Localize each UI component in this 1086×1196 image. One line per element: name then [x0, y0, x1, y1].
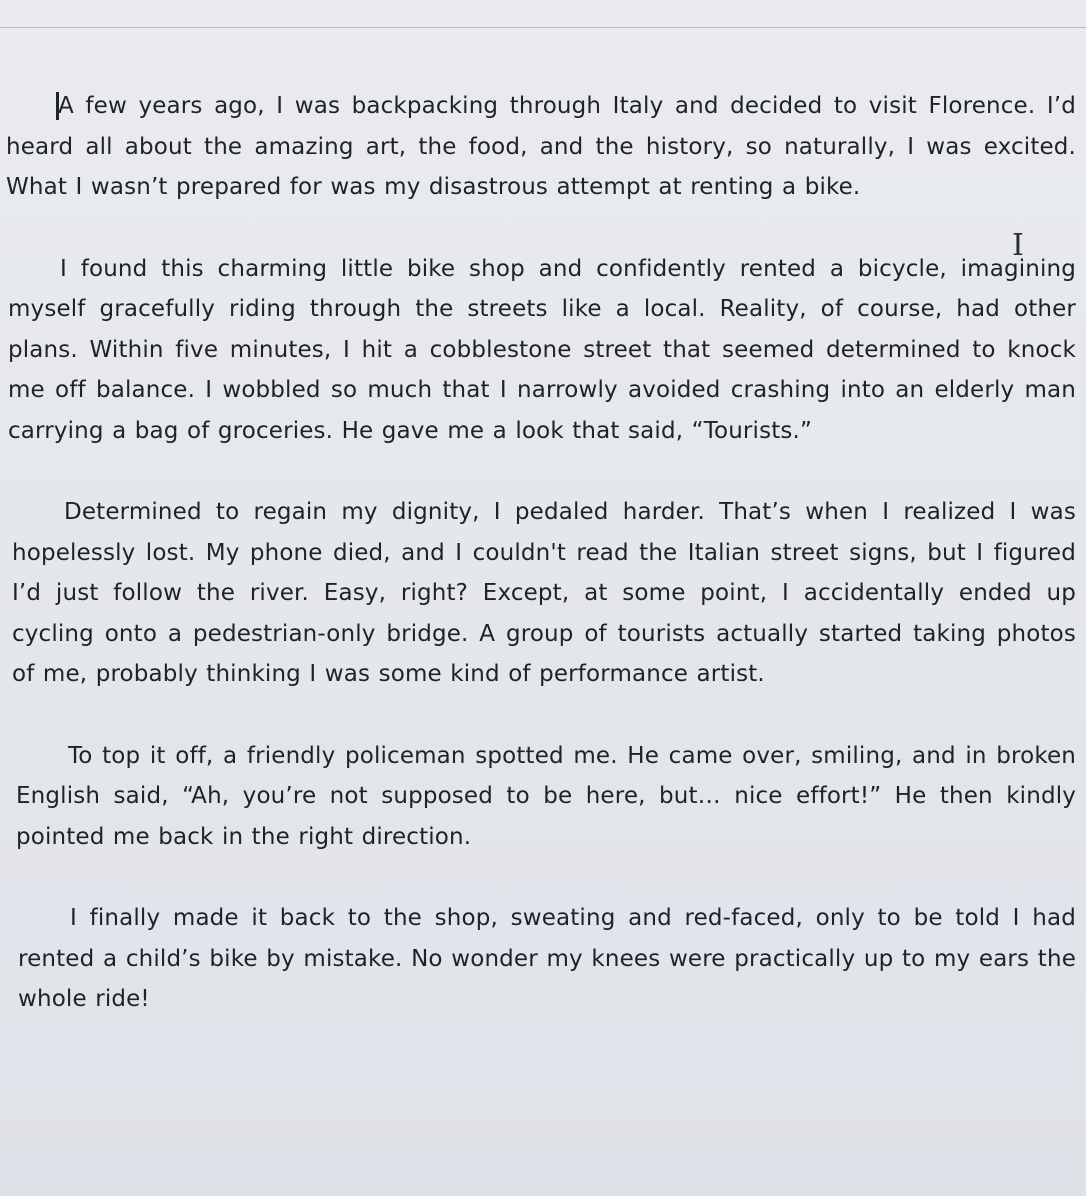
paragraph-gap [6, 451, 1076, 492]
document-body[interactable] [6, 86, 1076, 1020]
paragraph-3[interactable]: Determined to regain my dignity, I pedaled harder. That’s when I realized I was hopelessly lost. My phone died, and I couldn't read the Italian street signs, but I figured I’d just follow the river. Easy, right? Except, at some point, I accidentally ended up cycling onto a pedestrian-only bridge. A group of tourists actually started taking photos of me, probably thinking I was some kind of performance artist. [12, 499, 1076, 687]
paragraph-1[interactable]: A few years ago, I was backpacking through Italy and decided to visit Florence. I’d heard all about the amazing art, the food, and the history, so naturally, I was excited. What I wasn’t prepared for was my disastrous attempt at renting a bike. [6, 93, 1076, 200]
paragraph-5[interactable]: I finally made it back to the shop, sweating and red-faced, only to be told I had rented a child’s bike by mistake. No wonder my knees were practically up to my ears the whole ride! [18, 905, 1076, 1012]
paragraph-gap [6, 857, 1076, 898]
paragraph-4[interactable]: To top it off, a friendly policeman spotted me. He came over, smiling, and in broken English said, “Ah, you’re not supposed to be here, but… nice effort!” He then kindly pointed me back in the right direction. [16, 742, 1076, 850]
paragraph-gap [6, 695, 1076, 736]
paragraph-2[interactable]: I found this charming little bike shop and confidently rented a bicycle, imagining myself gracefully riding through the streets like a local. Reality, of course, had other plans. Within five minutes, I hit a cobblestone street that seemed determined to knock me off balance. I wobbled so much that I narrowly avoided crashing into an elderly man carrying a bag of groceries. He gave me a look that said, “Tourists.” [8, 255, 1076, 444]
i-beam-cursor-icon: I [1012, 228, 1024, 263]
paragraph-gap [6, 208, 1076, 249]
top-divider [0, 27, 1086, 28]
